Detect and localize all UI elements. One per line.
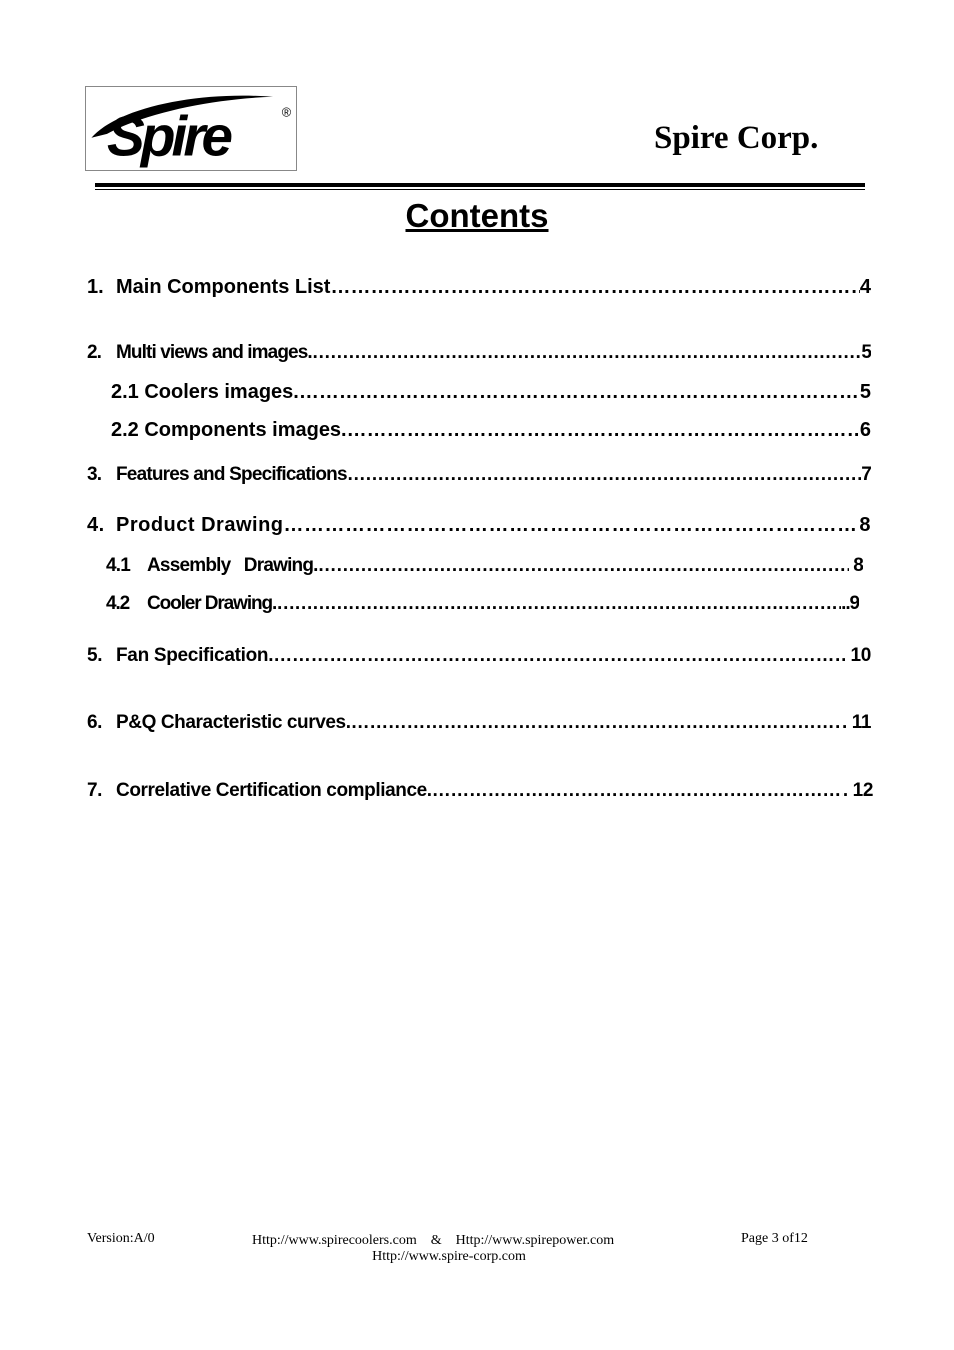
- toc-number: 2.: [87, 342, 102, 363]
- header-rule-thick: [95, 183, 865, 187]
- toc-leader: [299, 381, 860, 404]
- footer-links: [252, 1233, 672, 1265]
- page-title: Contents: [405, 197, 549, 234]
- toc-subentry[interactable]: [106, 555, 863, 577]
- toc-page: 8: [859, 514, 871, 536]
- toc-number: 5.: [87, 645, 103, 666]
- toc-page: . 12: [842, 780, 873, 801]
- toc-page: ..9: [841, 593, 859, 614]
- footer-links-line1[interactable]: Http://www.spirecoolers.com & Http://www.spirepower.com: [252, 1233, 615, 1248]
- footer-links-line2[interactable]: Http://www.spire-corp.com: [372, 1249, 526, 1264]
- toc-label: Assembly Drawing.: [147, 555, 318, 576]
- toc-page: 5: [859, 381, 871, 403]
- toc-leader: [318, 555, 849, 577]
- toc-entry[interactable]: [87, 645, 871, 667]
- toc-entry[interactable]: [87, 342, 871, 364]
- toc-leader: [351, 712, 842, 734]
- toc-leader: [432, 780, 843, 802]
- toc-label: 2.2 Components images.: [111, 419, 347, 441]
- toc-number: 7.: [87, 780, 103, 801]
- toc-number: 4.1: [106, 555, 131, 576]
- toc-number: 4.: [87, 514, 105, 536]
- toc-leader: [330, 276, 859, 299]
- toc-leader: [347, 419, 860, 442]
- toc-label: Features and Specifications: [116, 464, 347, 485]
- toc-label: Correlative Certification compliance.: [116, 780, 432, 801]
- company-name: Spire Corp.: [654, 120, 819, 156]
- registered-mark: ®: [281, 105, 292, 120]
- toc-label: Fan Specification.: [116, 645, 274, 666]
- toc-label: 2.1 Coolers images.: [111, 381, 299, 403]
- toc-subentry[interactable]: [106, 593, 859, 615]
- footer-version: Version:A/0: [87, 1231, 155, 1246]
- toc-entry[interactable]: [87, 464, 871, 486]
- toc-entry[interactable]: [87, 780, 873, 802]
- toc-number: 6.: [87, 712, 103, 733]
- toc-label: Cooler Drawing.: [147, 593, 277, 614]
- spire-logo: [85, 86, 297, 171]
- toc-page: 6: [859, 419, 871, 441]
- toc-label: Multi views and images.: [116, 342, 312, 363]
- spire-logo-graphic: [86, 87, 296, 170]
- toc-leader: [347, 464, 861, 486]
- toc-page: 7: [861, 464, 871, 485]
- toc-number: 4.2: [106, 593, 130, 614]
- toc-page: 8: [848, 555, 863, 576]
- toc-subentry[interactable]: [111, 419, 871, 442]
- header-rule-thin: [95, 189, 865, 190]
- toc-entry[interactable]: [87, 514, 871, 537]
- logo-wordmark: Spire: [107, 105, 230, 169]
- toc-leader: [273, 645, 845, 667]
- toc-label: Main Components List: [116, 276, 331, 298]
- toc-page: 10: [845, 645, 871, 666]
- toc-page: 5: [861, 342, 871, 363]
- toc-subentry[interactable]: [111, 381, 871, 404]
- toc-page: . 11: [841, 712, 871, 733]
- toc-number: 3.: [87, 464, 102, 485]
- toc-label: Product Drawing: [116, 514, 284, 536]
- toc-label: P&Q Characteristic curves.: [116, 712, 351, 733]
- toc-number: 1.: [87, 276, 104, 298]
- toc-entry[interactable]: [87, 276, 871, 299]
- footer-page-number: Page 3 of12: [741, 1231, 808, 1246]
- toc-leader: [312, 342, 862, 364]
- toc-entry[interactable]: [87, 712, 871, 734]
- toc-page: 4: [859, 276, 871, 298]
- toc-leader: [276, 593, 841, 615]
- toc-leader: [284, 514, 860, 537]
